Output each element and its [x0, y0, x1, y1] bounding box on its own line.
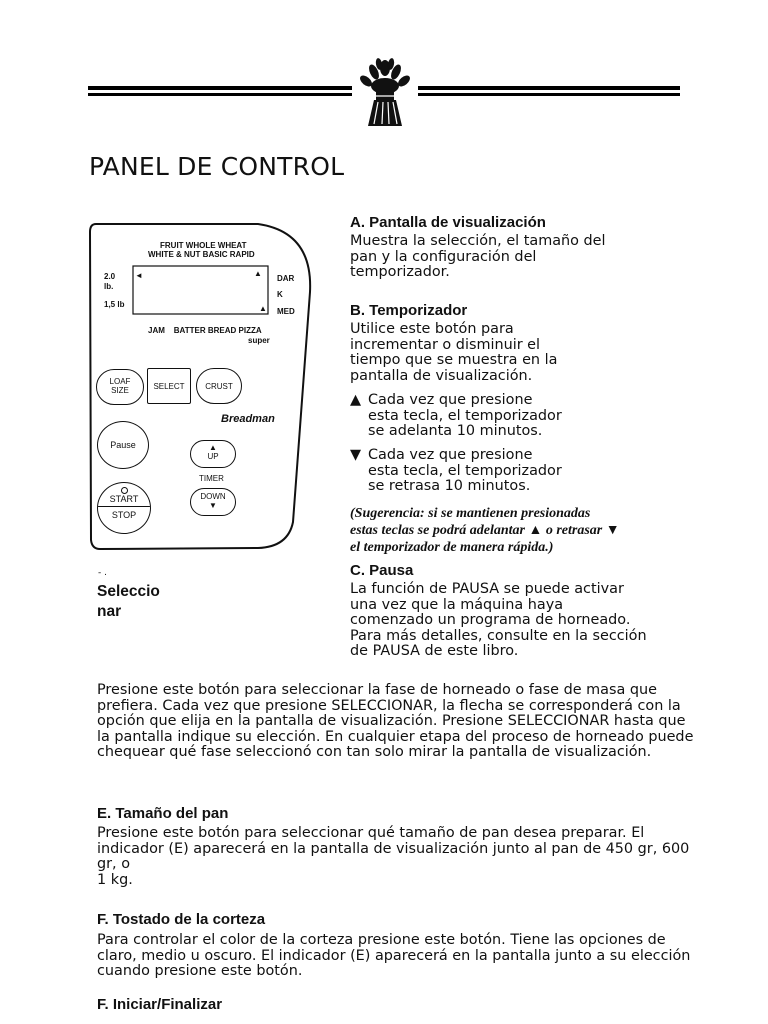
display-bottom-labels: JAM BATTER BREAD PIZZA [148, 326, 262, 335]
section-b-tip: (Sugerencia: si se mantienen presionadas estas teclas se podrá adelantar ▲ o retrasar ▼ el temporizador de manera rápida.) [350, 506, 620, 555]
crust-dark-label-1: DAR [277, 274, 295, 283]
down-arrow-icon: ▼ [209, 501, 217, 510]
display-top-line-2: WHITE & NUT BASIC RAPID [148, 250, 255, 259]
size-1-5lb-label: 1,5 lb [104, 300, 125, 309]
down-triangle-icon: ▼ [350, 447, 362, 463]
control-panel-illustration [88, 222, 313, 552]
section-a-text: Muestra la selección, el tamaño del pan y la configuración del temporizador. [350, 233, 606, 281]
up-arrow-icon: ▲ [209, 443, 217, 452]
left-caption-line-1: Seleccio [97, 583, 160, 600]
select-button[interactable]: SELECT [147, 368, 191, 404]
timer-down-button[interactable]: DOWN ▼ [190, 488, 236, 516]
section-c-heading: C. Pausa [350, 562, 414, 579]
section-d-text: Presione este botón para seleccionar la fase de horneado o fase de masa que prefiera. Cada vez que presione SELECCIONAR, la flecha se corresponderá con la opción que elija en la pantalla de visualización. Presione SELECCIONAR hasta que la pantalla indique su elección. En cualquier etapa del proceso de horneado puede chequear qué fase seleccionó con tan solo mirar la pantalla de visualización. [97, 682, 694, 761]
section-f-text: Para controlar el color de la corteza presione este botón. Tiene las opciones de claro, medio u oscuro. El indicador (E) aparecerá en la pantalla junto a su elección cuando presione este botón. [97, 932, 691, 980]
display-top-line-1: FRUIT WHOLE WHEAT [160, 241, 247, 250]
start-stop-button[interactable]: START STOP [97, 482, 151, 534]
crust-dark-label-2: K [277, 290, 283, 299]
up-arrow-icon: ▲ [254, 269, 262, 278]
section-b-up-note: ▲ Cada vez que presione esta tecla, el temporizador se adelanta 10 minutos. [350, 392, 562, 440]
timer-up-button[interactable]: ▲ UP [190, 440, 236, 468]
up-triangle-icon: ▲ [528, 523, 543, 538]
left-arrow-icon: ◄ [135, 271, 143, 280]
section-g-heading: F. Iniciar/Finalizar [97, 996, 223, 1013]
down-triangle-icon: ▼ [605, 523, 620, 538]
timer-label: TIMER [199, 474, 224, 483]
up-arrow-icon: ▲ [259, 304, 267, 313]
crust-button[interactable]: CRUST [196, 368, 242, 404]
section-b-text: Utilice este botón para incrementar o disminuir el tiempo que se muestra en la pantalla de visualización. [350, 321, 558, 384]
section-b-down-note: ▼ Cada vez que presione esta tecla, el temporizador se retrasa 10 minutos. [350, 447, 562, 495]
start-indicator-icon [121, 487, 128, 494]
pause-button[interactable]: Pause [97, 421, 149, 469]
display-super-label: super [248, 336, 270, 345]
section-e-heading: E. Tamaño del pan [97, 805, 229, 822]
crust-med-label: MED [277, 307, 295, 316]
size-2lb-unit: lb. [104, 282, 114, 291]
left-caption-line-2: nar [97, 603, 122, 620]
page-title: PANEL DE CONTROL [89, 152, 345, 181]
loaf-size-button[interactable]: LOAF SIZE [96, 369, 144, 405]
section-f-heading: F. Tostado de la corteza [97, 911, 266, 928]
brand-logo: Breadman [221, 413, 275, 425]
left-caption-mark: - . [98, 568, 107, 578]
up-triangle-icon: ▲ [350, 392, 362, 408]
section-e-text: Presione este botón para seleccionar qué tamaño de pan desea preparar. El indicador (E) aparecerá en la pantalla de visualización junto al pan de 450 gr, 600 gr, o 1 kg. [97, 825, 690, 888]
size-2lb-label: 2.0 [104, 272, 116, 281]
section-b-heading: B. Temporizador [350, 302, 468, 319]
wheat-sheaf-icon [352, 56, 418, 128]
section-a-heading: A. Pantalla de visualización [350, 214, 546, 231]
section-c-text: La función de PAUSA se puede activar una vez que la máquina haya comenzado un programa de horneado. Para más detalles, consulte en la sección de PAUSA de este libro. [350, 581, 647, 660]
